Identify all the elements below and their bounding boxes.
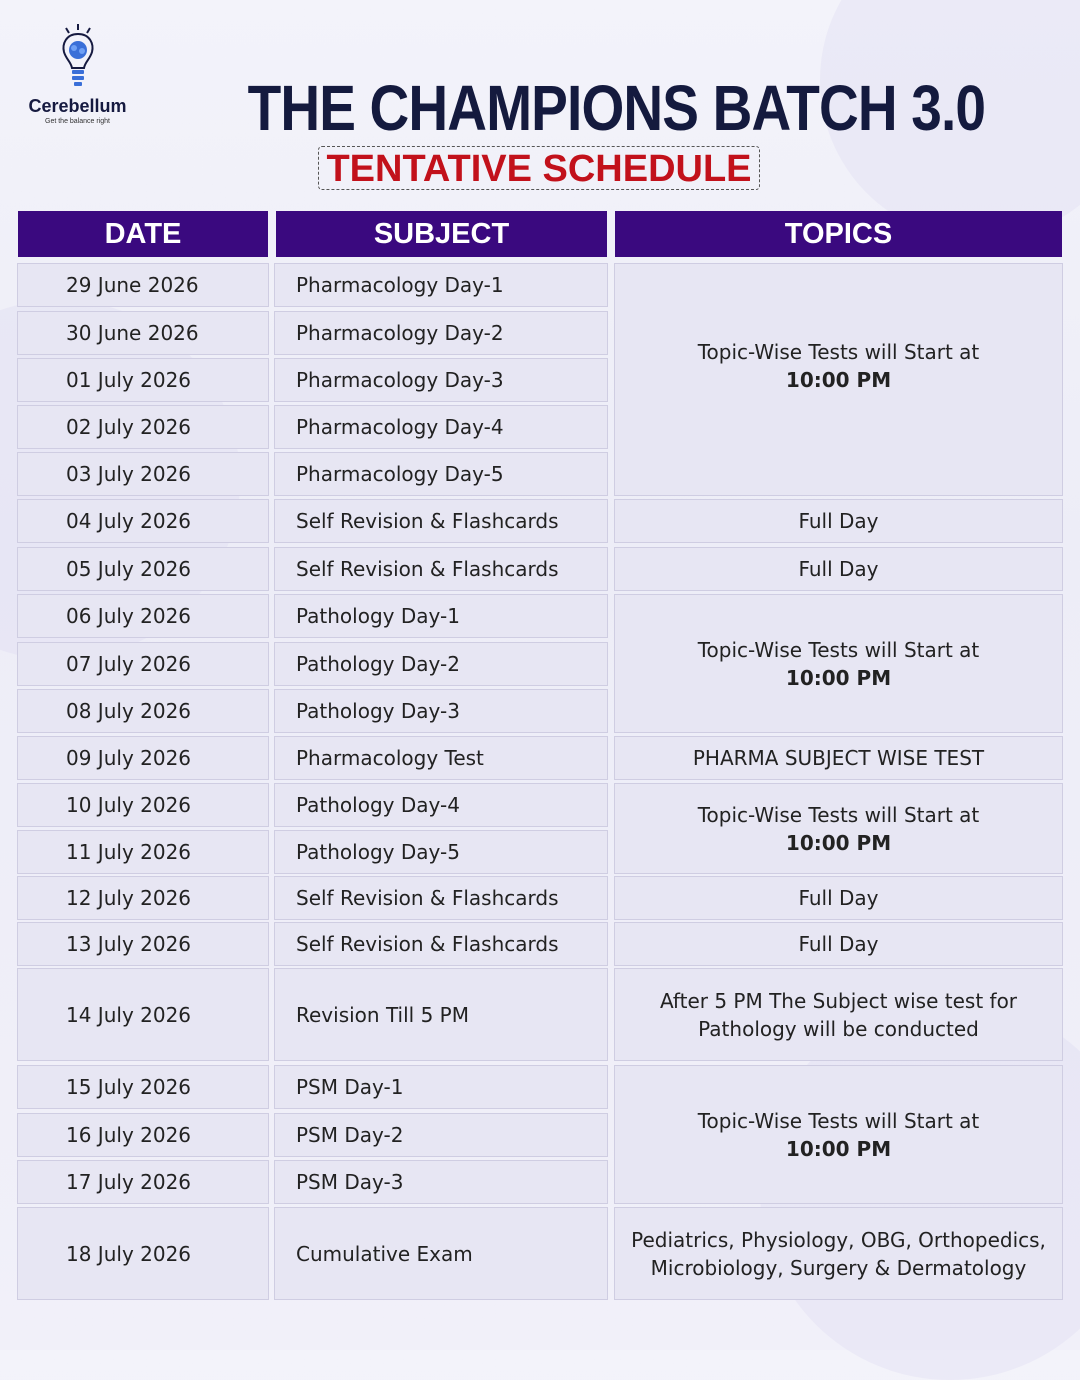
page-subtitle: TENTATIVE SCHEDULE [318,146,760,190]
topic-text: After 5 PM The Subject wise test for [659,988,1018,1013]
column-header-subject: SUBJECT [276,211,607,257]
subject-cell: Pharmacology Day-5 [274,452,608,496]
date-cell: 15 July 2026 [17,1065,269,1109]
topic-text: Full Day [798,932,879,956]
topic-text: Pediatrics, Physiology, OBG, Orthopedics, [631,1227,1046,1252]
topic-cell [614,499,1063,543]
date-cell: 01 July 2026 [17,358,269,402]
subject-cell: Pathology Day-3 [274,689,608,733]
topic-time: 10:00 PM [785,1136,892,1161]
subject-cell: Revision Till 5 PM [274,968,608,1061]
date-cell: 10 July 2026 [17,783,269,827]
subject-cell: Pathology Day-5 [274,830,608,874]
subject-cell: PSM Day-1 [274,1065,608,1109]
brand-logo [20,24,140,134]
subject-cell: Self Revision & Flashcards [274,922,608,966]
page-title: THE CHAMPIONS BATCH 3.0 [247,72,986,144]
lightbulb-brain-icon [60,24,96,94]
date-cell: 13 July 2026 [17,922,269,966]
date-cell: 18 July 2026 [17,1207,269,1300]
date-cell: 11 July 2026 [17,830,269,874]
topic-text: Topic-Wise Tests will Start at [697,1108,980,1133]
brand-tagline: Get the balance right [45,118,110,125]
subject-cell: Pathology Day-1 [274,594,608,638]
topic-cell [614,783,1063,874]
date-cell: 14 July 2026 [17,968,269,1061]
topic-cell [614,547,1063,591]
date-cell: 30 June 2026 [17,311,269,355]
date-cell: 05 July 2026 [17,547,269,591]
subject-cell: Pathology Day-4 [274,783,608,827]
subject-cell: Self Revision & Flashcards [274,499,608,543]
topic-text: Full Day [798,509,879,533]
topic-text: Microbiology, Surgery & Dermatology [650,1255,1027,1280]
topic-cell [614,1207,1063,1300]
subject-cell: Pharmacology Test [274,736,608,780]
date-cell: 16 July 2026 [17,1113,269,1157]
topic-cell [614,1065,1063,1204]
subject-cell: Pharmacology Day-4 [274,405,608,449]
topic-cell [614,263,1063,496]
date-cell: 07 July 2026 [17,642,269,686]
topic-time: 10:00 PM [785,830,892,855]
subject-cell: Pharmacology Day-2 [274,311,608,355]
brand-name: Cerebellum [28,96,127,116]
topic-text: Topic-Wise Tests will Start at [697,339,980,364]
topic-cell [614,968,1063,1061]
topic-text: PHARMA SUBJECT WISE TEST [692,746,985,770]
topic-cell [614,922,1063,966]
topic-text: Pathology will be conducted [698,1016,979,1041]
date-cell: 17 July 2026 [17,1160,269,1204]
topic-text: Full Day [798,886,879,910]
subject-cell: Pathology Day-2 [274,642,608,686]
date-cell: 09 July 2026 [17,736,269,780]
topic-time: 10:00 PM [785,367,892,392]
column-header-topics: TOPICS [615,211,1062,257]
column-header-date: DATE [18,211,268,257]
topic-cell [614,876,1063,920]
subject-cell: Self Revision & Flashcards [274,876,608,920]
date-cell: 29 June 2026 [17,263,269,307]
date-cell: 06 July 2026 [17,594,269,638]
topic-cell [614,594,1063,733]
topic-text: Topic-Wise Tests will Start at [697,802,980,827]
subject-cell: Pharmacology Day-1 [274,263,608,307]
subject-cell: Self Revision & Flashcards [274,547,608,591]
topic-text: Topic-Wise Tests will Start at [697,637,980,662]
topic-text: Full Day [798,557,879,581]
subject-cell: Pharmacology Day-3 [274,358,608,402]
topic-cell [614,736,1063,780]
date-cell: 12 July 2026 [17,876,269,920]
date-cell: 03 July 2026 [17,452,269,496]
subject-cell: PSM Day-2 [274,1113,608,1157]
date-cell: 04 July 2026 [17,499,269,543]
date-cell: 02 July 2026 [17,405,269,449]
subject-cell: PSM Day-3 [274,1160,608,1204]
date-cell: 08 July 2026 [17,689,269,733]
subject-cell: Cumulative Exam [274,1207,608,1300]
topic-time: 10:00 PM [785,665,892,690]
